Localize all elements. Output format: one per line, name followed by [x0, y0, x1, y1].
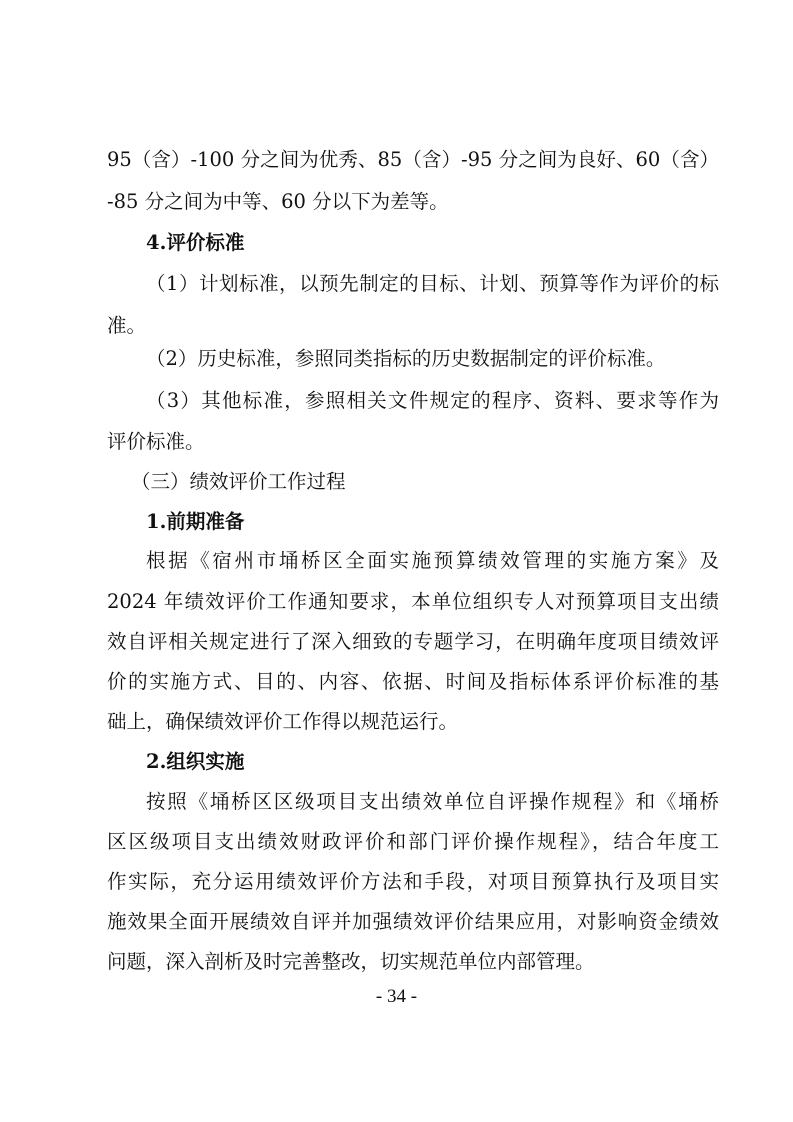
- paragraph-line: 准。: [107, 314, 147, 337]
- paragraph-line: 根据《宿州市埇桥区全面实施预算绩效管理的实施方案》及: [146, 549, 719, 572]
- section-heading: 1.前期准备: [146, 510, 245, 533]
- paragraph-line: 区区级项目支出绩效财政评价和部门评价操作规程》，结合年度工: [107, 830, 719, 853]
- paragraph-line: 2024 年绩效评价工作通知要求，本单位组织专人对预算项目支出绩: [107, 590, 719, 613]
- paragraph-line: （1）计划标准，以预先制定的目标、计划、预算等作为评价的标: [146, 272, 719, 295]
- paragraph-line: -85 分之间为中等、60 分以下为差等。: [107, 190, 449, 213]
- paragraph-line: 问题，深入剖析及时完善整改，切实规范单位内部管理。: [107, 950, 595, 973]
- paragraph-line: 按照《埇桥区区级项目支出绩效单位自评操作规程》和《埇桥: [146, 790, 719, 813]
- paragraph-line: 评价标准。: [107, 430, 205, 453]
- paragraph-line: 施效果全面开展绩效自评并加强绩效评价结果应用，对影响资金绩效: [107, 910, 719, 933]
- paragraph-line: 效自评相关规定进行了深入细致的专题学习，在明确年度项目绩效评: [107, 630, 719, 653]
- section-heading: 4.评价标准: [146, 231, 245, 254]
- paragraph-line: （3）其他标准，参照相关文件规定的程序、资料、要求等作为: [146, 389, 719, 412]
- paragraph-line: 95（含）-100 分之间为优秀、85（含）-95 分之间为良好、60（含）: [107, 148, 719, 171]
- page-number: - 34 -: [375, 986, 418, 1007]
- paragraph-line: 价的实施方式、目的、内容、依据、时间及指标体系评价标准的基: [107, 670, 719, 693]
- section-subheading: （三）绩效评价工作过程: [131, 470, 346, 493]
- paragraph-line: （2）历史标准，参照同类指标的历史数据制定的评价标准。: [146, 347, 666, 370]
- paragraph-line: 础上，确保绩效评价工作得以规范运行。: [107, 710, 459, 733]
- section-heading: 2.组织实施: [146, 750, 245, 773]
- paragraph-line: 作实际，充分运用绩效评价方法和手段，对项目预算执行及项目实: [107, 870, 719, 893]
